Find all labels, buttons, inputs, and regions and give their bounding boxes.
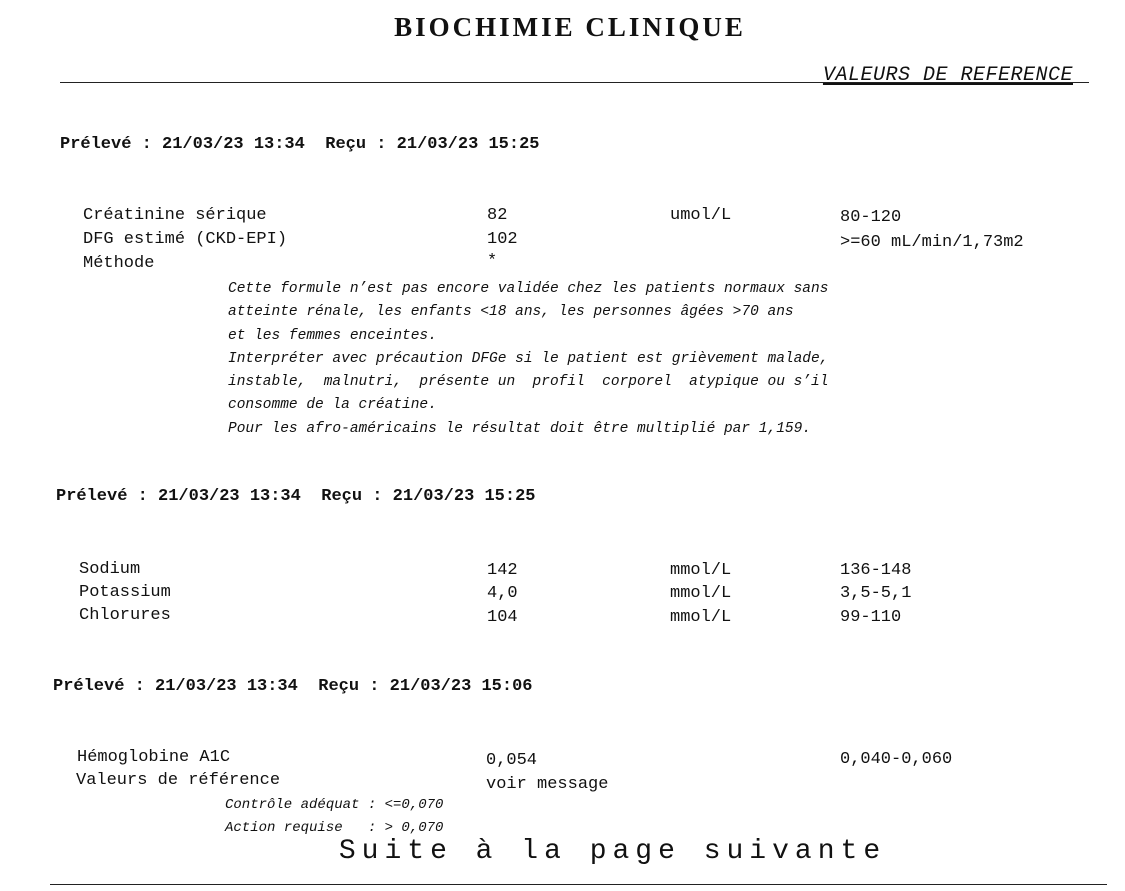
- footer-divider: [50, 884, 1107, 885]
- test-name: Potassium: [79, 583, 171, 602]
- test-value: voir message: [486, 775, 609, 794]
- note-line: Interpréter avec précaution DFGe si le patient est grièvement malade,: [228, 350, 829, 367]
- method-note: [228, 278, 828, 441]
- continuation-footer: Suite à la page suivante: [338, 836, 887, 867]
- test-reference: 0,040-0,060: [840, 750, 953, 769]
- test-unit: mmol/L: [670, 561, 732, 580]
- test-unit: mmol/L: [670, 608, 732, 627]
- test-value: 142: [487, 561, 518, 580]
- test-value: 104: [487, 608, 518, 627]
- sample-info-line: [60, 135, 540, 154]
- test-unit: mmol/L: [670, 584, 732, 603]
- note-line: et les femmes enceintes.: [228, 327, 437, 344]
- test-value: 102: [487, 230, 518, 249]
- test-name: Créatinine sérique: [83, 206, 267, 225]
- test-value: 4,0: [487, 584, 518, 603]
- test-name: DFG estimé (CKD-EPI): [83, 230, 288, 249]
- note-line: instable, malnutri, présente un profil corporel atypique ou s’il: [228, 374, 829, 391]
- note-line: Cette formule n’est pas encore validée chez les patients normaux sans: [228, 281, 829, 297]
- sample-info-line: [56, 487, 536, 506]
- note-line: atteinte rénale, les enfants <18 ans, les personnes âgées >70 ans: [228, 304, 794, 321]
- test-reference: 3,5-5,1: [840, 584, 912, 603]
- received-timestamp: Reçu : 21/03/23 15:06: [318, 677, 533, 696]
- note-line: consomme de la créatine.: [228, 397, 437, 414]
- note-line: Pour les afro-américains le résultat doit être multiplié par 1,159.: [228, 420, 811, 437]
- page-title: BIOCHIMIE CLINIQUE: [394, 12, 746, 42]
- test-name: Méthode: [83, 254, 155, 273]
- received-timestamp: Reçu : 21/03/23 15:25: [321, 487, 536, 506]
- test-reference: 99-110: [840, 608, 902, 627]
- test-name: Chlorures: [79, 606, 171, 625]
- sample-info-line: [53, 677, 533, 696]
- sampled-timestamp: Prélevé : 21/03/23 13:34: [53, 677, 298, 696]
- sampled-timestamp: Prélevé : 21/03/23 13:34: [56, 487, 301, 506]
- reference-values-header: VALEURS DE REFERENCE: [822, 64, 1073, 87]
- test-reference: 136-148: [840, 561, 912, 580]
- test-value: 82: [487, 206, 508, 225]
- sampled-timestamp: Prélevé : 21/03/23 13:34: [60, 135, 305, 154]
- reference-note-line: Contrôle adéquat : <=0,070: [225, 797, 444, 813]
- test-name: Hémoglobine A1C: [77, 748, 231, 767]
- test-reference: 80-120: [840, 208, 902, 227]
- test-value: 0,054: [486, 751, 538, 770]
- reference-note-line: Action requise : > 0,070: [225, 820, 444, 836]
- test-value: *: [487, 252, 498, 271]
- test-reference: >=60 mL/min/1,73m2: [840, 233, 1024, 252]
- received-timestamp: Reçu : 21/03/23 15:25: [325, 135, 540, 154]
- test-name: Sodium: [79, 560, 141, 579]
- test-name: Valeurs de référence: [76, 771, 281, 790]
- test-unit: umol/L: [670, 206, 732, 225]
